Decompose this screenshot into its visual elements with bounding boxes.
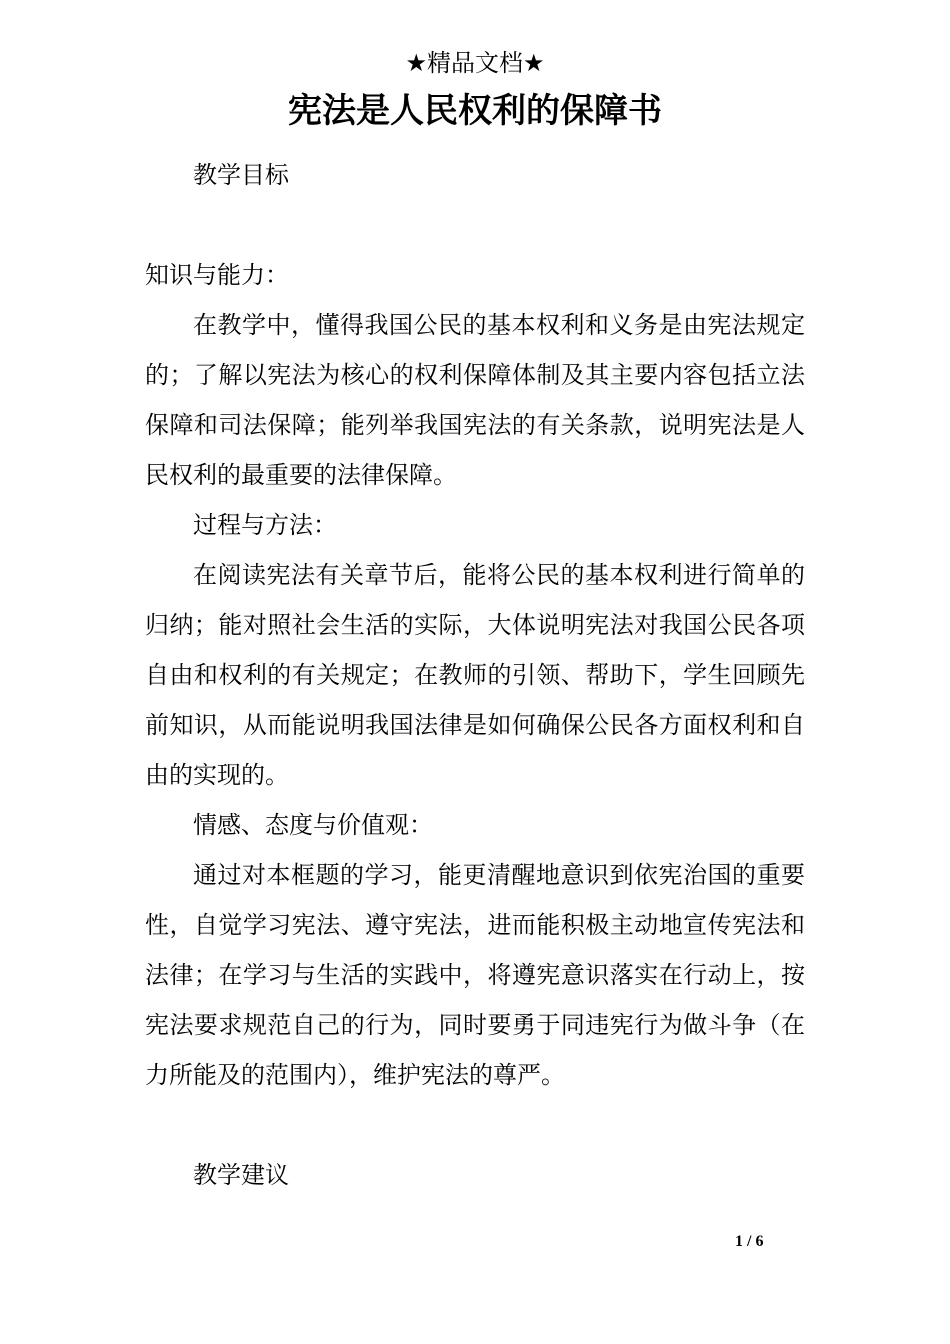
- section-heading-knowledge: 知识与能力：: [145, 261, 289, 289]
- document-body: [145, 150, 805, 1200]
- paragraph-emotion: 通过对本框题的学习，能更清醒地意识到依宪治国的重要性，自觉学习宪法、遵守宪法，进而能积极主动地宣传宪法和法律；在学习与生活的实践中，将遵宪意识落实在行动上，按宪法要求规范自己的行为，同时要勇于同违宪行为做斗争（在力所能及的范围内），维护宪法的尊严。: [145, 861, 805, 1089]
- paragraph-knowledge: 在教学中，懂得我国公民的基本权利和义务是由宪法规定的；了解以宪法为核心的权利保障体制及其主要内容包括立法保障和司法保障；能列举我国宪法的有关条款，说明宪法是人民权利的最重要的法律保障。: [145, 311, 805, 489]
- page-header: ★精品文档★: [405, 49, 545, 77]
- section-heading-emotion: 情感、态度与价值观：: [193, 811, 433, 839]
- paragraph-process: 在阅读宪法有关章节后，能将公民的基本权利进行简单的归纳；能对照社会生活的实际，大体说明宪法对我国公民各项自由和权利的有关规定；在教师的引领、帮助下，学生回顾先前知识，从而能说明我国法律是如何确保公民各方面权利和自由的实现的。: [145, 561, 805, 789]
- section-heading-goals: 教学目标: [193, 161, 289, 189]
- section-heading-process: 过程与方法：: [193, 511, 337, 539]
- page-number: 1 / 6: [735, 1233, 764, 1250]
- section-heading-suggestion: 教学建议: [193, 1161, 289, 1189]
- document-title: 宪法是人民权利的保障书: [288, 91, 662, 131]
